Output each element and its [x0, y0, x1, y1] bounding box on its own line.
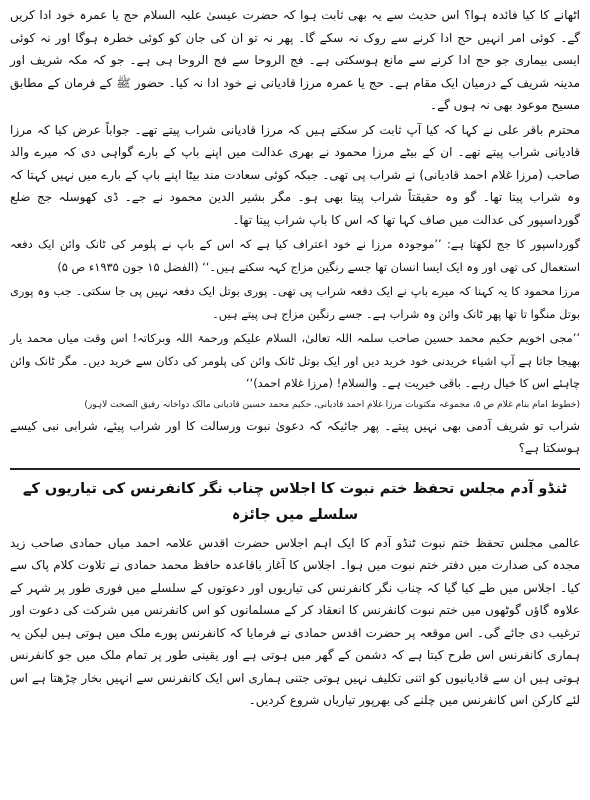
source-citation: (خطوط امام بنام غلام ص ۵، مجموعہ مکتوبات مرزا غلام احمد قادیانی، حکیم محمد حسین قادیانی مالک دواخانہ رفیق الصحت لاہور)	[84, 399, 580, 410]
article-heading: ٹنڈو آدم مجلس تحفظ ختم نبوت کا اجلاس چناب نگر کانفرنس کی تیاریوں کے سلسلے میں جائزہ	[22, 480, 568, 523]
body-paragraph-hajj: اٹھانے کا کیا فائدہ ہوا؟ اس حدیث سے یہ بھی ثابت ہوا کہ حضرت عیسیٰ علیہ السلام حج یا عمرہ خود ادا کریں گے۔ کوئی امر انہیں حج ادا کرنے سے روک نہ سکے گا۔ پھر نہ تو ان کی جان کو کوئی خطرہ ہوگا اور نہ کوئی ایسی بیماری جو حج ادا کرنے سے مانع ہوسکتی ہے۔ فج الروحا سے فج الروحا ہی ہے۔ جو کہ مکہ شریف اور مدینہ شریف کے درمیان ایک مقام ہے۔ حج یا عمرہ مرزا قادیانی نے خود ادا نہ کیا۔ حضور ﷺ کے فرمان کے مطابق مسیح موعود بھی نہ ہوں گے۔	[10, 8, 580, 112]
closing-paragraph: شراب تو شریف آدمی بھی نہیں پیتے۔ پھر جائیکہ کہ دعویٰ نبوت ورسالت کا اور شراب پیئے، شرابی نبی کیسے ہوسکتا ہے؟	[10, 418, 580, 455]
quote-letter: ’’مجی اخویم حکیم محمد حسین صاحب سلمہ اللہ تعالیٰ، السلام علیکم ورحمۃ اللہ وبرکاتہ! اس وقت میاں محمد یار بھیجا جاتا ہے آپ اشیاء خریدنی خود خرید دیں اور ایک بوتل ٹانک وائن کی پلومر کی دکان سے خرید دیں۔ مگر ٹانک وائن چاہئے اس کا خیال رہے۔ باقی خیریت ہے۔ والسلام! (مرزا غلام احمد)‘‘	[10, 331, 580, 390]
section-divider	[10, 468, 580, 470]
quote-judge: گورداسپور کا جج لکھتا ہے: ’’موجودہ مرزا نے خود اعتراف کیا ہے کہ اس کے باپ نے پلومر کی ٹانک وائن ایک دفعہ استعمال کی تھی اور وہ ایک ایسا انسان تھا جسے رنگین مزاج کہہ سکتے ہیں۔‘‘ (الفضل ۱۵ جون ۱۹۳۵ء ص ۵)	[10, 237, 580, 274]
quote-mahmood: مرزا محمود کا یہ کہنا کہ میرے باپ نے ایک دفعہ شراب پی تھی۔ پوری بوتل ایک دفعہ نہیں پی جا سکتی۔ جب وہ پوری بوتل منگوا تا تھا پھر ٹانک وائن وہ شراب ہے۔ جسے رنگین مزاج ہی پیتے ہیں۔	[10, 284, 580, 321]
article-paragraph: عالمی مجلس تحفظ ختم نبوت ٹنڈو آدم کا ایک اہم اجلاس حضرت اقدس علامہ احمد میاں حمادی صاحب زید مجدہ کی صدارت میں دفتر ختم نبوت میں ہوا۔ اجلاس کا آغاز باقاعدہ حافظ محمد حمادی نے تلاوت کلام پاک سے کیا۔ اجلاس میں طے کیا گیا کہ چناب نگر کانفرنس کی تیاریوں اور دعوتوں کے سلسلے میں فوری طور پر شہر کے علاوہ گاؤں گوٹھوں میں ختم نبوت کانفرنس کا انعقاد کر کے مسلمانوں کو اس کانفرنس میں شرکت کی دعوت اور ترغیب دی جائے گی۔ اس موقعہ پر حضرت اقدس حمادی نے فرمایا کہ کانفرنس پورے ملک میں ہوتی ہیں لیکن یہ ہماری کانفرنس اس طرح کیتا ہے کہ دشمن کے گھر میں ہوتی ہے اور یقینی طور پر تمام ملک میں جو کانفرنس ہوتی ہیں ان سے قادیانیوں کو اتنی تکلیف نہیں ہوتی جتنی ہماری اس ایک کانفرنس سے انہیں بخار چڑھتا ہے اس لئے کارکن اس کانفرنس میں چلنے کی بھرپور تیاریاں شروع کردیں۔	[10, 535, 580, 707]
body-paragraph-wine: محترم باقر علی نے کہا کہ کیا آپ ثابت کر سکتے ہیں کہ مرزا قادیانی شراب پیتے تھے۔ جواباً عرض کیا کہ مرزا قادیانی شراب پیتے تھے۔ ان کے بیٹے مرزا محمود نے بھری عدالت میں اپنے باپ کے بارے گواہی دی کہ میرے والد صاحب (مرزا غلام احمد قادیانی) نے شراب پی تھی۔ جبکہ کوئی سعادت مند بیٹا اپنے باپ کے بارے میں نہیں کہتا کہ وہ شراب پیتا تھا۔ گو وہ حقیقتاً شراب پیتا بھی ہو۔ مگر بشیر الدین محمود نے جے۔ ڈی کھوسلہ جج ضلع گورداسپور کی عدالت میں صاف کہا تھا کہ اس کا باپ شراب پیتا تھا۔	[10, 122, 580, 227]
